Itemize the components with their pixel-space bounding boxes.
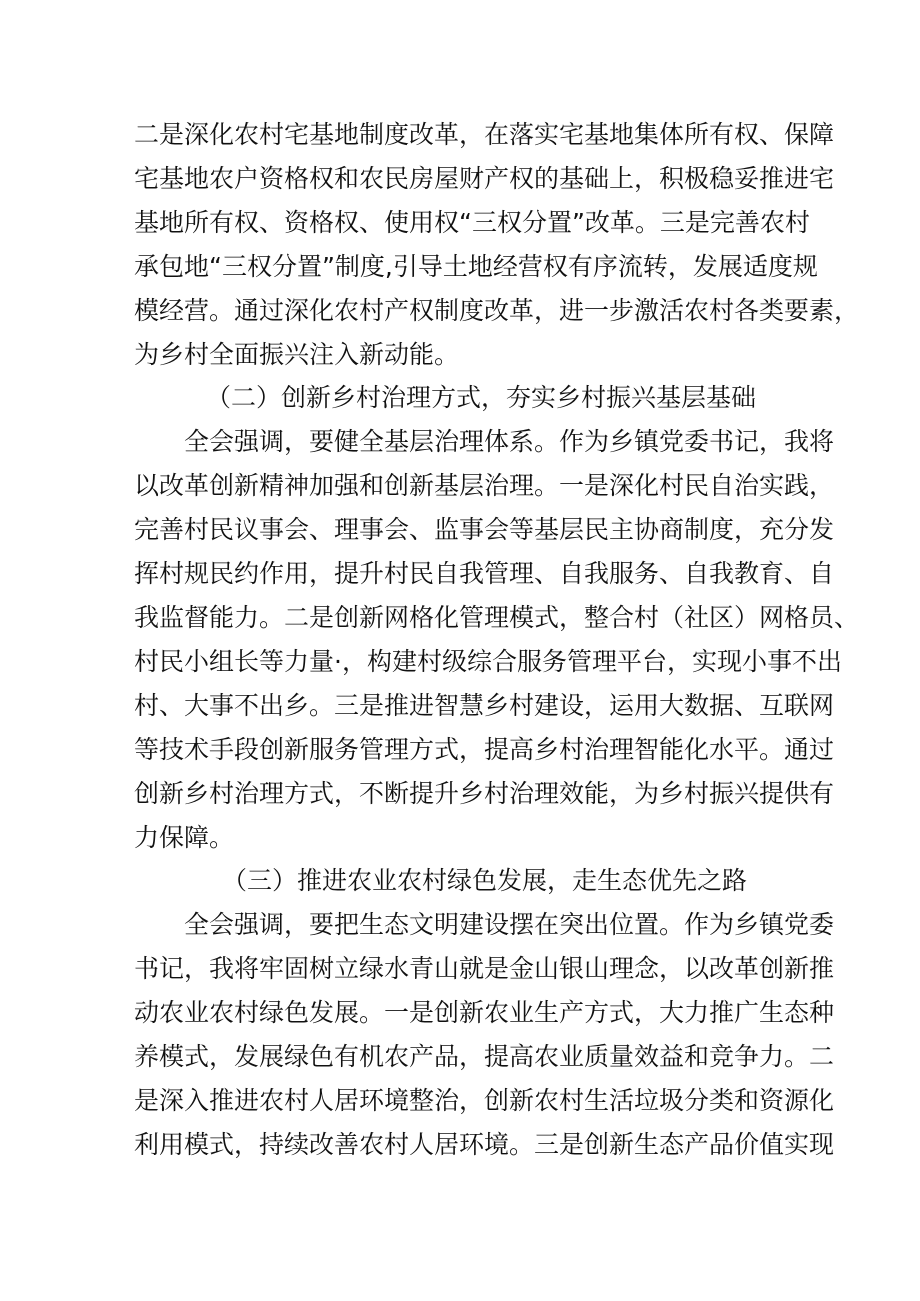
text-line: 书记，我将牢固树立绿水青山就是金山银山理念，以改革创新推	[134, 954, 835, 983]
text-line: 挥村规民约作用，提升村民自我管理、自我服务、自我教育、自	[134, 559, 835, 588]
text-line: 宅基地农户资格权和农民房屋财产权的基础上，积极稳妥推进宅	[134, 164, 835, 193]
text-line: 利用模式，持续改善农村人居环境。三是创新生态产品价值实现	[134, 1130, 835, 1159]
text-line: 创新乡村治理方式，不断提升乡村治理效能，为乡村振兴提供有	[134, 779, 835, 808]
text-line: 我监督能力。二是创新网格化管理模式，整合村（社区）网格员、	[134, 603, 860, 632]
text-line: 以改革创新精神加强和创新基层治理。一是深化村民自治实践，	[134, 471, 835, 500]
text-line: 动农业农村绿色发展。一是创新农业生产方式，大力推广生态种	[134, 998, 835, 1027]
text-line: 模经营。通过深化农村产权制度改革，进一步激活农村各类要素，	[134, 296, 860, 325]
text-line: 全会强调，要把生态文明建设摆在突出位置。作为乡镇党委	[184, 910, 835, 939]
text-line: 二是深化农村宅基地制度改革，在落实宅基地集体所有权、保障	[134, 120, 835, 149]
section-heading: （二）创新乡村治理方式，夯实乡村振兴基层基础	[206, 383, 757, 412]
text-line: 养模式，发展绿色有机农产品，提高农业质量效益和竞争力。二	[134, 1042, 835, 1071]
text-line: 村、大事不出乡。三是推进智慧乡村建设，运用大数据、互联网	[134, 691, 835, 720]
text-line: 完善村民议事会、理事会、监事会等基层民主协商制度，充分发	[134, 515, 835, 544]
text-line: 基地所有权、资格权、使用权“三权分置”改革。三是完善农村	[134, 208, 810, 237]
text-line: 是深入推进农村人居环境整治，创新农村生活垃圾分类和资源化	[134, 1086, 835, 1115]
text-line: 承包地“三权分置”制度,引导土地经营权有序流转，发展适度规	[134, 252, 818, 281]
text-line: 等技术手段创新服务管理方式，提高乡村治理智能化水平。通过	[134, 735, 835, 764]
text-line: 为乡村全面振兴注入新动能。	[134, 340, 460, 369]
text-line: 全会强调，要健全基层治理体系。作为乡镇党委书记，我将	[184, 427, 835, 456]
section-heading: （三）推进农业农村绿色发展，走生态优先之路	[222, 866, 748, 895]
text-line: 村民小组长等力量·，构建村级综合服务管理平台，实现小事不出	[134, 647, 842, 676]
text-line: 力保障。	[134, 823, 235, 852]
